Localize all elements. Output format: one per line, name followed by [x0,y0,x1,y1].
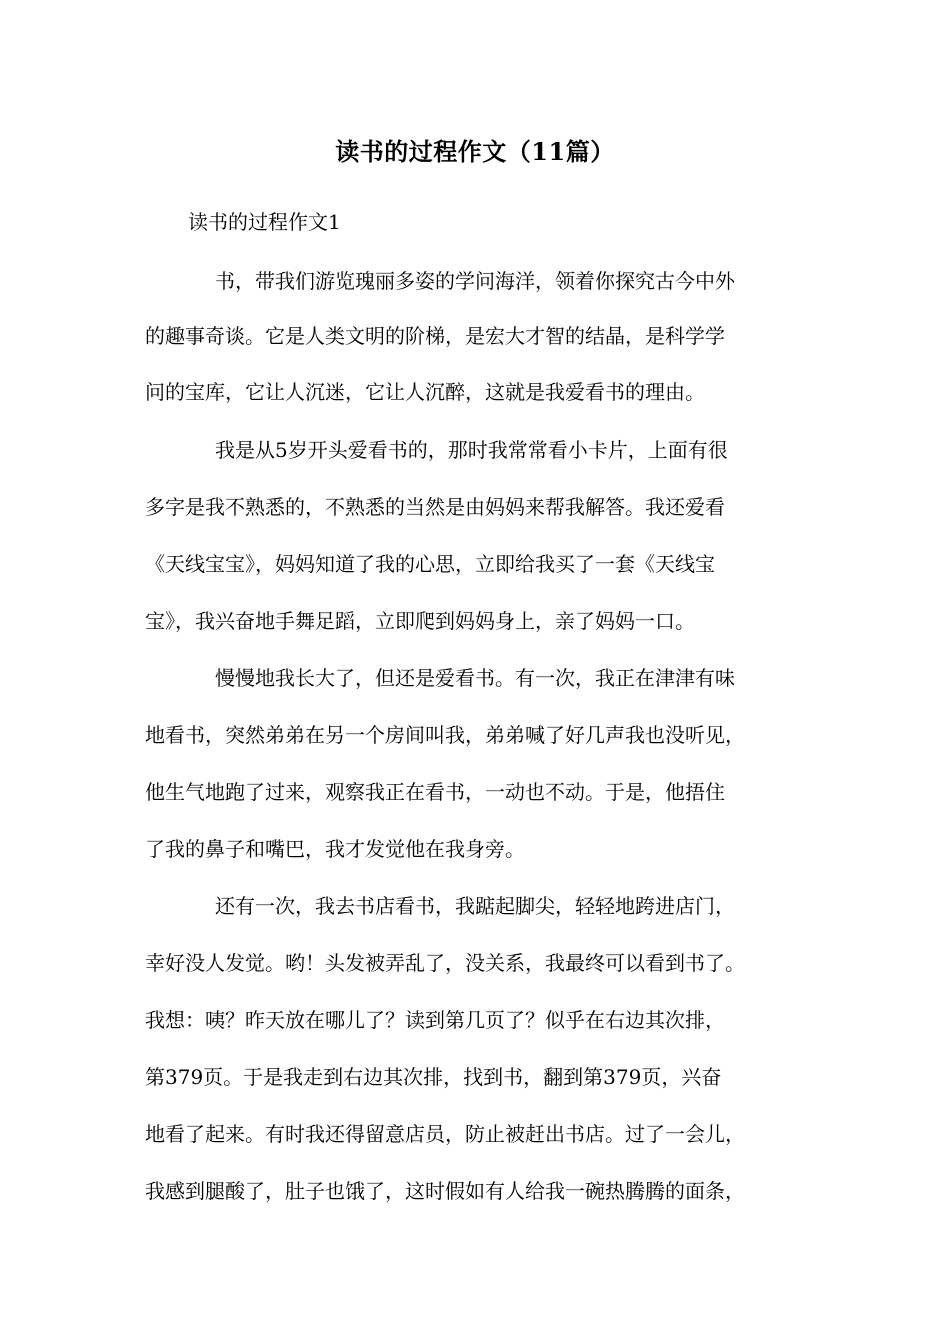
text-line: 《天线宝宝》，妈妈知道了我的心思，立即给我买了一套《天线宝 [145,552,715,576]
text-line: 了我的鼻子和嘴巴，我才发觉他在我身旁。 [145,837,525,861]
text-line: 地看了起来。有时我还得留意店员，防止被赶出书店。过了一会儿， [145,1122,745,1146]
text-line: 书，带我们游览瑰丽多姿的学问海洋，领着你探究古今中外 [215,269,735,293]
text-line: 宝》，我兴奋地手舞足蹈，立即爬到妈妈身上，亲了妈妈一口。 [145,609,695,633]
text-line: 的趣事奇谈。它是人类文明的阶梯，是宏大才智的结晶，是科学学 [145,324,725,348]
text-line: 幸好没人发觉。哟！头发被弄乱了，没关系，我最终可以看到书了。 [145,951,745,975]
text-line: 多字是我不熟悉的，不熟悉的当然是由妈妈来帮我解答。我还爱看 [145,495,725,519]
text-line: 我想：咦？昨天放在哪儿了？读到第几页了？似乎在右边其次排， [145,1008,725,1032]
text-line: 问的宝库，它让人沉迷，它让人沉醉，这就是我爱看书的理由。 [145,380,705,404]
text-line: 慢慢地我长大了，但还是爱看书。有一次，我正在津津有味 [215,666,735,690]
text-line: 地看书，突然弟弟在另一个房间叫我，弟弟喊了好几声我也没听见， [145,723,745,747]
text-line: 我感到腿酸了，肚子也饿了，这时假如有人给我一碗热腾腾的面条， [145,1179,745,1203]
text-line: 第379页。于是我走到右边其次排，找到书，翻到第379页，兴奋 [145,1065,722,1089]
section-heading: 读书的过程作文1 [188,210,341,234]
text-line: 还有一次，我去书店看书，我踮起脚尖，轻轻地跨进店门， [215,894,735,918]
text-line: 他生气地跑了过来，观察我正在看书，一动也不动。于是，他捂住 [145,780,725,804]
document-title: 读书的过程作文（11篇） [335,137,615,166]
text-line: 我是从5岁开头爱看书的，那时我常常看小卡片，上面有很 [215,438,728,462]
